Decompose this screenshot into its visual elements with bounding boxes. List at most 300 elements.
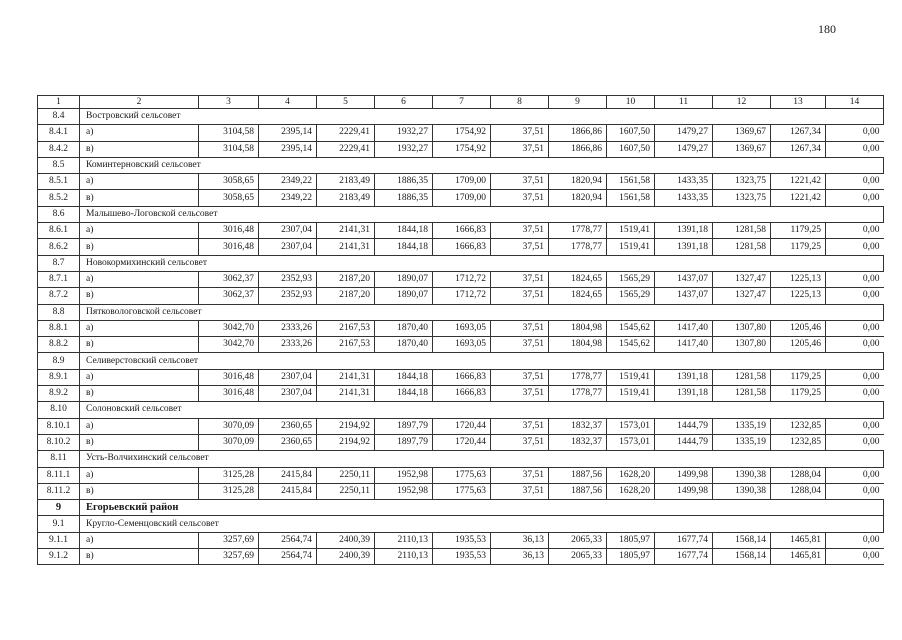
value-cell: 1677,74 (655, 532, 713, 548)
row-number: 8.4 (38, 109, 80, 125)
value-cell: 1565,29 (607, 271, 655, 287)
column-header: 2 (80, 96, 199, 109)
value-cell: 2349,22 (259, 174, 317, 190)
column-header: 1 (38, 96, 80, 109)
value-cell: 1221,42 (771, 174, 826, 190)
value-cell: 1935,53 (433, 532, 491, 548)
row-number: 8.9.2 (38, 386, 80, 402)
section-title: Селиверстовский сельсовет (80, 353, 884, 369)
value-cell: 1805,97 (607, 549, 655, 565)
section-row (38, 451, 884, 467)
value-cell: 1519,41 (607, 369, 655, 385)
value-cell: 2141,31 (317, 223, 375, 239)
table-row (38, 271, 884, 287)
row-number: 8.8 (38, 304, 80, 320)
value-cell: 37,51 (491, 369, 549, 385)
value-cell: 3104,58 (199, 125, 259, 141)
value-cell: 2167,53 (317, 320, 375, 336)
value-cell: 1281,58 (713, 239, 771, 255)
value-cell: 1804,98 (549, 320, 607, 336)
value-cell: 1775,63 (433, 483, 491, 499)
value-cell: 2065,33 (549, 549, 607, 565)
value-cell: 2194,92 (317, 434, 375, 450)
table-row (38, 239, 884, 255)
value-cell: 3016,48 (199, 369, 259, 385)
value-cell: 2229,41 (317, 125, 375, 141)
value-cell: 1887,56 (549, 483, 607, 499)
value-cell: 1545,62 (607, 337, 655, 353)
section-title: Солоновский сельсовет (80, 402, 884, 418)
value-cell: 1225,13 (771, 271, 826, 287)
value-cell: 37,51 (491, 223, 549, 239)
value-cell: 2183,49 (317, 174, 375, 190)
value-cell: 3058,65 (199, 174, 259, 190)
value-cell: 37,51 (491, 239, 549, 255)
value-cell: 1205,46 (771, 320, 826, 336)
section-row (38, 516, 884, 532)
value-cell: 3062,37 (199, 271, 259, 287)
table-row (38, 320, 884, 336)
value-cell: 37,51 (491, 125, 549, 141)
row-label: в) (80, 337, 199, 353)
table-row (38, 337, 884, 353)
value-cell: 2400,39 (317, 532, 375, 548)
value-cell: 1281,58 (713, 369, 771, 385)
section-row (38, 304, 884, 320)
value-cell: 2250,11 (317, 483, 375, 499)
value-cell: 2110,13 (375, 532, 433, 548)
value-cell: 1720,44 (433, 418, 491, 434)
column-header: 9 (549, 96, 607, 109)
value-cell: 3042,70 (199, 320, 259, 336)
row-number: 9.1 (38, 516, 80, 532)
table-row (38, 434, 884, 450)
value-cell: 1323,75 (713, 174, 771, 190)
value-cell: 1391,18 (655, 369, 713, 385)
value-cell: 1805,97 (607, 532, 655, 548)
value-cell: 1666,83 (433, 369, 491, 385)
row-label: а) (80, 223, 199, 239)
row-label: а) (80, 467, 199, 483)
value-cell: 2415,84 (259, 467, 317, 483)
table-row (38, 223, 884, 239)
value-cell: 3016,48 (199, 239, 259, 255)
value-cell: 1886,35 (375, 190, 433, 206)
row-number: 8.10.2 (38, 434, 80, 450)
value-cell: 1499,98 (655, 483, 713, 499)
value-cell: 2352,93 (259, 288, 317, 304)
value-cell: 2307,04 (259, 239, 317, 255)
row-number: 8.10 (38, 402, 80, 418)
row-number: 8.5 (38, 157, 80, 173)
value-cell: 1179,25 (771, 369, 826, 385)
value-cell: 1870,40 (375, 337, 433, 353)
value-cell: 37,51 (491, 141, 549, 157)
value-cell: 1288,04 (771, 483, 826, 499)
value-cell: 1693,05 (433, 337, 491, 353)
value-cell: 1754,92 (433, 125, 491, 141)
row-number: 8.8.1 (38, 320, 80, 336)
value-cell: 1778,77 (549, 386, 607, 402)
column-header: 5 (317, 96, 375, 109)
value-cell: 37,51 (491, 174, 549, 190)
value-cell: 0,00 (826, 125, 884, 141)
value-cell: 1179,25 (771, 223, 826, 239)
row-label: в) (80, 141, 199, 157)
value-cell: 1720,44 (433, 434, 491, 450)
column-header: 10 (607, 96, 655, 109)
value-cell: 3058,65 (199, 190, 259, 206)
value-cell: 1952,98 (375, 483, 433, 499)
value-cell: 1232,85 (771, 434, 826, 450)
value-cell: 1820,94 (549, 174, 607, 190)
value-cell: 2564,74 (259, 532, 317, 548)
table-row (38, 532, 884, 548)
value-cell: 1369,67 (713, 125, 771, 141)
row-number: 9 (38, 500, 80, 516)
row-number: 8.6 (38, 206, 80, 222)
table-header-row (38, 96, 884, 109)
value-cell: 2333,26 (259, 320, 317, 336)
value-cell: 1323,75 (713, 190, 771, 206)
value-cell: 1335,19 (713, 434, 771, 450)
value-cell: 1545,62 (607, 320, 655, 336)
value-cell: 1444,79 (655, 434, 713, 450)
value-cell: 1307,80 (713, 320, 771, 336)
value-cell: 2564,74 (259, 549, 317, 565)
value-cell: 1568,14 (713, 532, 771, 548)
value-cell: 37,51 (491, 483, 549, 499)
value-cell: 1844,18 (375, 369, 433, 385)
value-cell: 0,00 (826, 532, 884, 548)
value-cell: 37,51 (491, 418, 549, 434)
value-cell: 2395,14 (259, 141, 317, 157)
row-number: 8.9.1 (38, 369, 80, 385)
value-cell: 3070,09 (199, 418, 259, 434)
value-cell: 2307,04 (259, 369, 317, 385)
value-cell: 1444,79 (655, 418, 713, 434)
section-row (38, 353, 884, 369)
value-cell: 1499,98 (655, 467, 713, 483)
column-header: 3 (199, 96, 259, 109)
value-cell: 0,00 (826, 174, 884, 190)
value-cell: 2167,53 (317, 337, 375, 353)
value-cell: 1935,53 (433, 549, 491, 565)
tariff-table (37, 95, 884, 565)
value-cell: 1887,56 (549, 467, 607, 483)
value-cell: 2333,26 (259, 337, 317, 353)
section-row (38, 157, 884, 173)
value-cell: 1712,72 (433, 271, 491, 287)
row-label: а) (80, 418, 199, 434)
value-cell: 1391,18 (655, 239, 713, 255)
row-label: в) (80, 434, 199, 450)
row-number: 8.5.1 (38, 174, 80, 190)
value-cell: 2395,14 (259, 125, 317, 141)
value-cell: 3070,09 (199, 434, 259, 450)
value-cell: 37,51 (491, 337, 549, 353)
row-label: а) (80, 532, 199, 548)
value-cell: 2141,31 (317, 239, 375, 255)
value-cell: 2349,22 (259, 190, 317, 206)
value-cell: 0,00 (826, 141, 884, 157)
value-cell: 2307,04 (259, 386, 317, 402)
value-cell: 1561,58 (607, 190, 655, 206)
value-cell: 1267,34 (771, 125, 826, 141)
value-cell: 1390,38 (713, 467, 771, 483)
row-number: 8.11.2 (38, 483, 80, 499)
column-header: 8 (491, 96, 549, 109)
value-cell: 1709,00 (433, 174, 491, 190)
value-cell: 1391,18 (655, 386, 713, 402)
value-cell: 3125,28 (199, 483, 259, 499)
value-cell: 1952,98 (375, 467, 433, 483)
value-cell: 2110,13 (375, 549, 433, 565)
value-cell: 1844,18 (375, 386, 433, 402)
value-cell: 37,51 (491, 467, 549, 483)
value-cell: 1573,01 (607, 434, 655, 450)
value-cell: 1335,19 (713, 418, 771, 434)
value-cell: 1775,63 (433, 467, 491, 483)
row-number: 8.4.1 (38, 125, 80, 141)
value-cell: 1465,81 (771, 549, 826, 565)
value-cell: 2187,20 (317, 288, 375, 304)
value-cell: 1778,77 (549, 239, 607, 255)
column-header: 12 (713, 96, 771, 109)
value-cell: 1778,77 (549, 369, 607, 385)
value-cell: 1519,41 (607, 223, 655, 239)
value-cell: 1666,83 (433, 386, 491, 402)
column-header: 4 (259, 96, 317, 109)
value-cell: 0,00 (826, 483, 884, 499)
value-cell: 2194,92 (317, 418, 375, 434)
value-cell: 1712,72 (433, 288, 491, 304)
value-cell: 1832,37 (549, 418, 607, 434)
row-number: 8.7.2 (38, 288, 80, 304)
value-cell: 1281,58 (713, 223, 771, 239)
value-cell: 1205,46 (771, 337, 826, 353)
value-cell: 37,51 (491, 386, 549, 402)
value-cell: 1820,94 (549, 190, 607, 206)
value-cell: 0,00 (826, 239, 884, 255)
section-title: Усть-Волчихинский сельсовет (80, 451, 884, 467)
value-cell: 1391,18 (655, 223, 713, 239)
row-number: 8.4.2 (38, 141, 80, 157)
value-cell: 1519,41 (607, 386, 655, 402)
row-number: 8.11 (38, 451, 80, 467)
row-number: 8.7 (38, 255, 80, 271)
row-label: а) (80, 369, 199, 385)
value-cell: 1628,20 (607, 467, 655, 483)
value-cell: 3257,69 (199, 549, 259, 565)
value-cell: 37,51 (491, 434, 549, 450)
section-title: Малышево-Логовской сельсовет (80, 206, 884, 222)
value-cell: 2360,65 (259, 418, 317, 434)
value-cell: 1327,47 (713, 288, 771, 304)
value-cell: 0,00 (826, 434, 884, 450)
table-row (38, 369, 884, 385)
section-title: Кругло-Семенцовский сельсовет (80, 516, 884, 532)
value-cell: 1288,04 (771, 467, 826, 483)
row-number: 8.6.2 (38, 239, 80, 255)
value-cell: 36,13 (491, 549, 549, 565)
table-row (38, 190, 884, 206)
value-cell: 1666,83 (433, 223, 491, 239)
value-cell: 1844,18 (375, 239, 433, 255)
value-cell: 0,00 (826, 467, 884, 483)
row-number: 8.11.1 (38, 467, 80, 483)
value-cell: 1824,65 (549, 271, 607, 287)
table-row (38, 467, 884, 483)
value-cell: 1886,35 (375, 174, 433, 190)
value-cell: 1932,27 (375, 125, 433, 141)
row-number: 8.5.2 (38, 190, 80, 206)
row-label: а) (80, 271, 199, 287)
value-cell: 1225,13 (771, 288, 826, 304)
value-cell: 1479,27 (655, 141, 713, 157)
value-cell: 3042,70 (199, 337, 259, 353)
section-row (38, 255, 884, 271)
section-title: Востровский сельсовет (80, 109, 884, 125)
value-cell: 1465,81 (771, 532, 826, 548)
value-cell: 37,51 (491, 190, 549, 206)
value-cell: 1573,01 (607, 418, 655, 434)
value-cell: 1417,40 (655, 337, 713, 353)
value-cell: 1179,25 (771, 239, 826, 255)
section-row (38, 109, 884, 125)
value-cell: 1628,20 (607, 483, 655, 499)
value-cell: 2360,65 (259, 434, 317, 450)
value-cell: 1866,86 (549, 141, 607, 157)
row-number: 9.1.2 (38, 549, 80, 565)
value-cell: 1267,34 (771, 141, 826, 157)
column-header: 6 (375, 96, 433, 109)
row-label: в) (80, 288, 199, 304)
table-row (38, 549, 884, 565)
value-cell: 2352,93 (259, 271, 317, 287)
value-cell: 2187,20 (317, 271, 375, 287)
value-cell: 0,00 (826, 271, 884, 287)
value-cell: 3062,37 (199, 288, 259, 304)
value-cell: 1417,40 (655, 320, 713, 336)
value-cell: 1519,41 (607, 239, 655, 255)
section-title: Коминтерновский сельсовет (80, 157, 884, 173)
value-cell: 1778,77 (549, 223, 607, 239)
value-cell: 1693,05 (433, 320, 491, 336)
value-cell: 2229,41 (317, 141, 375, 157)
value-cell: 3016,48 (199, 386, 259, 402)
table-row (38, 174, 884, 190)
value-cell: 1754,92 (433, 141, 491, 157)
value-cell: 2415,84 (259, 483, 317, 499)
value-cell: 0,00 (826, 337, 884, 353)
value-cell: 1804,98 (549, 337, 607, 353)
value-cell: 2250,11 (317, 467, 375, 483)
row-number: 8.6.1 (38, 223, 80, 239)
value-cell: 2065,33 (549, 532, 607, 548)
value-cell: 36,13 (491, 532, 549, 548)
row-number: 8.8.2 (38, 337, 80, 353)
value-cell: 1307,80 (713, 337, 771, 353)
row-label: в) (80, 549, 199, 565)
table-row (38, 125, 884, 141)
value-cell: 3104,58 (199, 141, 259, 157)
row-number: 8.9 (38, 353, 80, 369)
row-label: в) (80, 239, 199, 255)
value-cell: 2141,31 (317, 386, 375, 402)
value-cell: 1221,42 (771, 190, 826, 206)
value-cell: 1179,25 (771, 386, 826, 402)
value-cell: 1870,40 (375, 320, 433, 336)
value-cell: 1327,47 (713, 271, 771, 287)
value-cell: 1666,83 (433, 239, 491, 255)
column-header: 13 (771, 96, 826, 109)
value-cell: 1844,18 (375, 223, 433, 239)
district-row (38, 500, 884, 516)
value-cell: 0,00 (826, 190, 884, 206)
value-cell: 2141,31 (317, 369, 375, 385)
value-cell: 37,51 (491, 271, 549, 287)
value-cell: 1709,00 (433, 190, 491, 206)
row-label: а) (80, 125, 199, 141)
value-cell: 0,00 (826, 418, 884, 434)
value-cell: 1433,35 (655, 174, 713, 190)
section-title: Пятковологовской сельсовет (80, 304, 884, 320)
value-cell: 1437,07 (655, 288, 713, 304)
section-title: Новокормихинский сельсовет (80, 255, 884, 271)
value-cell: 3016,48 (199, 223, 259, 239)
column-header: 7 (433, 96, 491, 109)
row-number: 9.1.1 (38, 532, 80, 548)
table-row (38, 141, 884, 157)
value-cell: 1890,07 (375, 271, 433, 287)
section-title: Егорьевский район (80, 500, 884, 516)
value-cell: 3125,28 (199, 467, 259, 483)
value-cell: 2400,39 (317, 549, 375, 565)
row-number: 8.7.1 (38, 271, 80, 287)
value-cell: 1281,58 (713, 386, 771, 402)
value-cell: 1565,29 (607, 288, 655, 304)
value-cell: 1232,85 (771, 418, 826, 434)
table-row (38, 418, 884, 434)
row-label: а) (80, 174, 199, 190)
value-cell: 0,00 (826, 320, 884, 336)
value-cell: 2183,49 (317, 190, 375, 206)
value-cell: 1437,07 (655, 271, 713, 287)
row-label: а) (80, 320, 199, 336)
value-cell: 0,00 (826, 386, 884, 402)
value-cell: 37,51 (491, 288, 549, 304)
section-row (38, 206, 884, 222)
value-cell: 0,00 (826, 369, 884, 385)
value-cell: 0,00 (826, 549, 884, 565)
page-number: 180 (818, 22, 836, 36)
value-cell: 1897,79 (375, 434, 433, 450)
column-header: 11 (655, 96, 713, 109)
value-cell: 1479,27 (655, 125, 713, 141)
table-row (38, 288, 884, 304)
value-cell: 1568,14 (713, 549, 771, 565)
value-cell: 0,00 (826, 288, 884, 304)
column-header: 14 (826, 96, 884, 109)
table-row (38, 483, 884, 499)
value-cell: 1832,37 (549, 434, 607, 450)
row-label: в) (80, 190, 199, 206)
value-cell: 2307,04 (259, 223, 317, 239)
value-cell: 1897,79 (375, 418, 433, 434)
row-label: в) (80, 386, 199, 402)
value-cell: 1824,65 (549, 288, 607, 304)
